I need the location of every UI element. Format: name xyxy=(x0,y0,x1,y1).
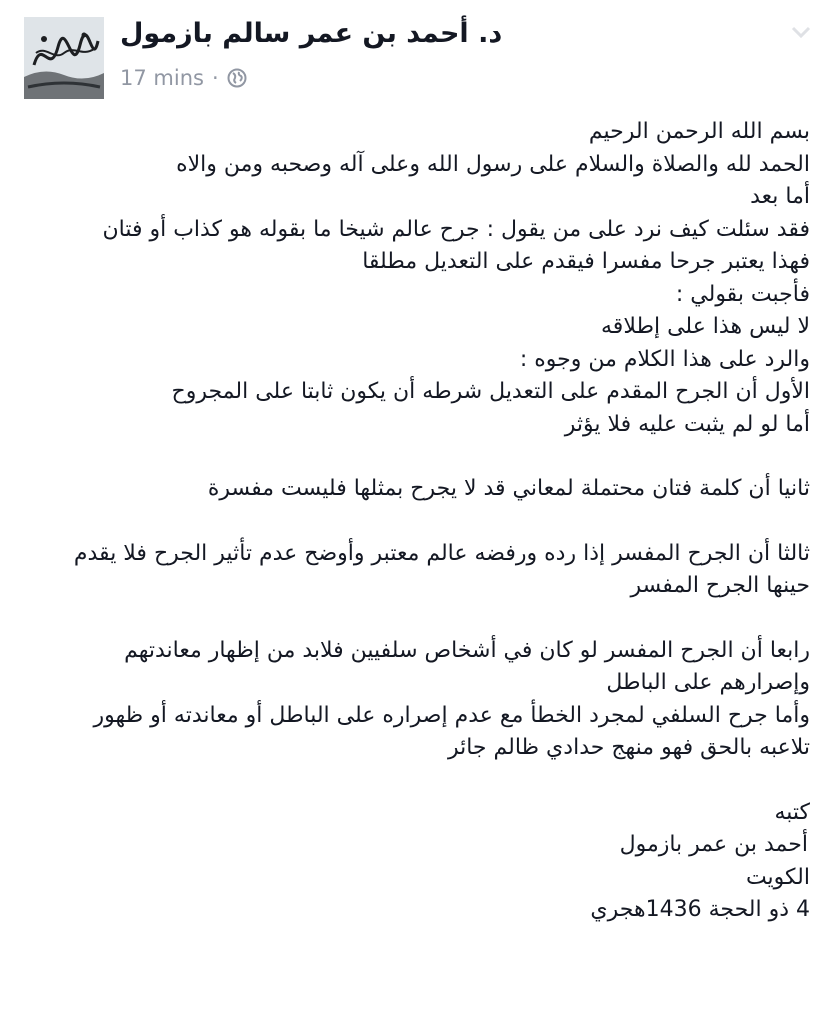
paragraph-gap xyxy=(60,441,810,473)
post-line: والرد على هذا الكلام من وجوه : xyxy=(519,346,810,372)
globe-icon[interactable] xyxy=(227,68,247,88)
post-line: وأما جرح السلفي لمجرد الخطأ مع عدم إصراره على الباطل أو معاندته أو ظهور xyxy=(93,702,810,728)
meta-separator: · xyxy=(211,66,219,90)
post-line: ثانيا أن كلمة فتان محتملة لمعاني قد لا يجرح بمثلها فليست مفسرة xyxy=(207,476,810,501)
post-line: لا ليس هذا على إطلاقه xyxy=(601,314,810,339)
signature-written-by: كتبه xyxy=(774,799,810,825)
signature-date: 4 ذو الحجة 1436هجري xyxy=(590,897,810,922)
paragraph-gap xyxy=(60,603,810,635)
post-line: حينها الجرح المفسر xyxy=(630,573,810,598)
post-line: أما لو لم يثبت عليه فلا يؤثر xyxy=(564,411,810,437)
post-line: فأجبت بقولي : xyxy=(675,281,810,307)
avatar[interactable] xyxy=(24,17,104,99)
post-line: أما بعد xyxy=(750,184,810,209)
paragraph-gap xyxy=(60,506,810,538)
calligraphy-avatar-icon xyxy=(24,17,104,99)
post-body xyxy=(60,116,810,927)
chevron-down-icon[interactable] xyxy=(787,22,815,42)
post-line: فهذا يعتبر جرحا مفسرا فيقدم على التعديل مطلقا xyxy=(362,249,810,274)
post-line: فقد سئلت كيف نرد على من يقول : جرح عالم شيخا ما بقوله هو كذاب أو فتان xyxy=(102,216,810,242)
timestamp[interactable]: 17 mins xyxy=(120,66,204,90)
post-meta xyxy=(120,66,247,90)
post-line: وإصرارهم على الباطل xyxy=(606,670,810,695)
post-line: تلاعبه بالحق فهو منهج حدادي ظالم جائر xyxy=(447,735,810,760)
post-line: الحمد لله والصلاة والسلام على رسول الله وعلى آله وصحبه ومن والاه xyxy=(176,151,810,177)
post-header xyxy=(0,0,825,110)
post-line: ثالثا أن الجرح المفسر إذا رده ورفضه عالم معتبر وأوضح عدم تأثير الجرح فلا يقدم xyxy=(73,540,810,566)
signature-place: الكويت xyxy=(745,864,810,890)
author-name[interactable]: د. أحمد بن عمر سالم بازمول xyxy=(120,18,503,49)
post-line: رابعا أن الجرح المفسر لو كان في أشخاص سلفيين فلابد من إظهار معاندتهم xyxy=(124,637,810,663)
post-line: بسم الله الرحمن الرحيم xyxy=(588,119,810,144)
post-line: الأول أن الجرح المقدم على التعديل شرطه أن يكون ثابتا على المجروح xyxy=(171,379,810,404)
signature-name: أحمد بن عمر بازمول xyxy=(619,832,808,857)
paragraph-gap xyxy=(60,765,810,797)
